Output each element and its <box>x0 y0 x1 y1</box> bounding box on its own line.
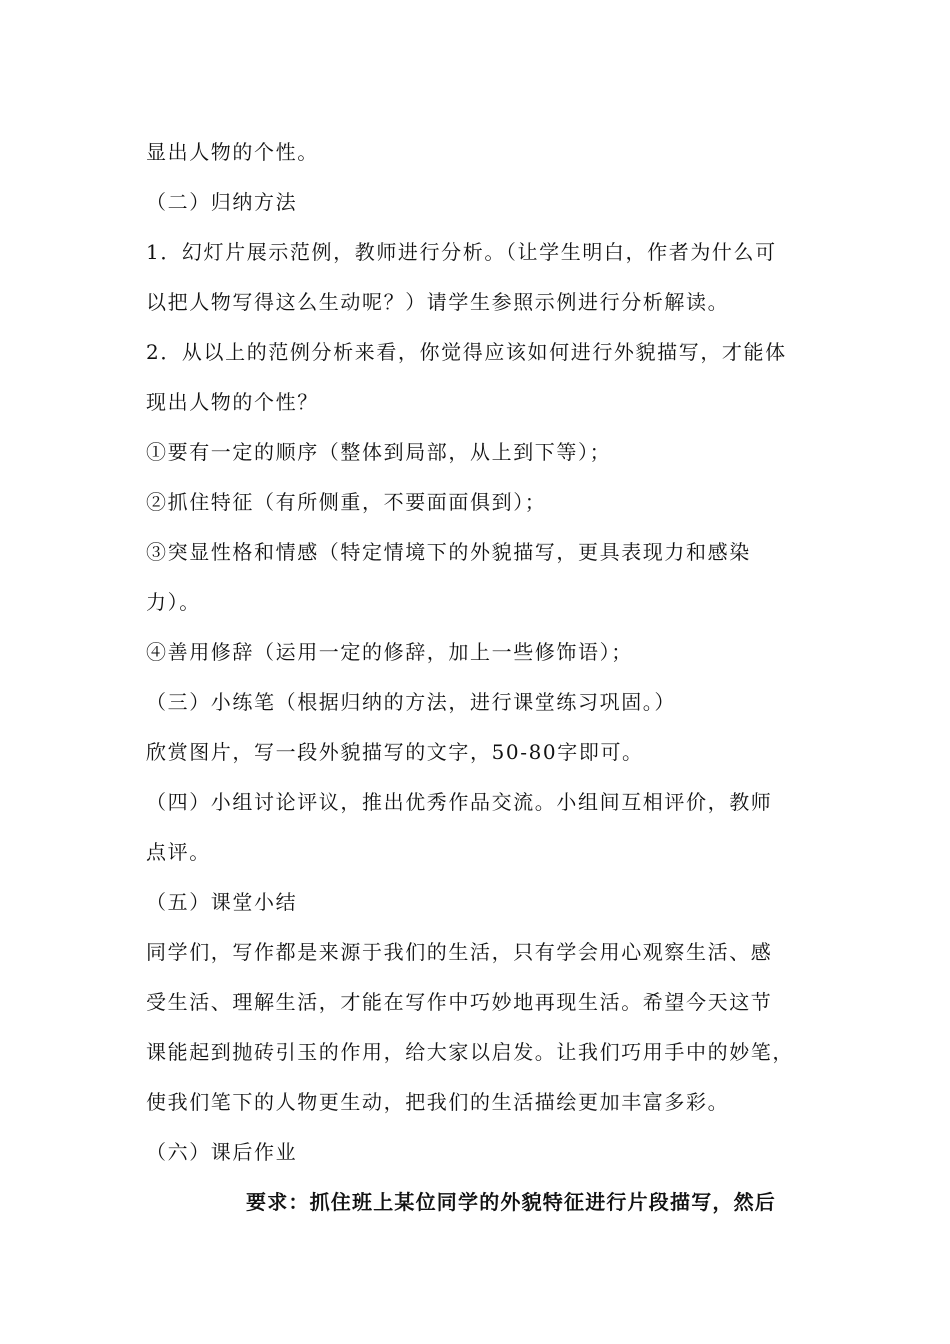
text-line: 点评。 <box>146 840 211 864</box>
text-line: 课能起到抛砖引玉的作用，给大家以启发。让我们巧用手中的妙笔， <box>146 1040 794 1064</box>
requirement-text: 要求：抓住班上某位同学的外貌特征进行片段描写，然后 <box>246 1190 776 1214</box>
section-heading: （三）小练笔（根据归纳的方法，进行课堂练习巩固。） <box>146 690 676 714</box>
text-line: 受生活、理解生活，才能在写作中巧妙地再现生活。希望今天这节 <box>146 990 773 1014</box>
section-heading: （五）课堂小结 <box>146 890 298 914</box>
text-line: 以把人物写得这么生动呢？）请学生参照示例进行分析解读。 <box>146 290 730 314</box>
text-line: 显出人物的个性。 <box>146 140 319 164</box>
section-heading: （二）归纳方法 <box>146 190 298 214</box>
text-line: 欣赏图片，写一段外貌描写的文字，50-80字即可。 <box>146 740 644 764</box>
text-line: 力）。 <box>146 590 201 614</box>
section-heading: （六）课后作业 <box>146 1140 298 1164</box>
list-item: ③突显性格和情感（特定情境下的外貌描写，更具表现力和感染 <box>146 540 751 564</box>
text-line: 1．幻灯片展示范例，教师进行分析。（让学生明白，作者为什么可 <box>146 240 777 264</box>
list-item: ②抓住特征（有所侧重，不要面面俱到）； <box>146 490 547 514</box>
text-line: 使我们笔下的人物更生动，把我们的生活描绘更加丰富多彩。 <box>146 1090 730 1114</box>
text-line: 2．从以上的范例分析来看，你觉得应该如何进行外貌描写，才能体 <box>146 340 787 364</box>
text-line: 现出人物的个性？ <box>146 390 319 414</box>
list-item: ①要有一定的顺序（整体到局部，从上到下等）； <box>146 440 612 464</box>
text-line: 同学们，写作都是来源于我们的生活，只有学会用心观察生活、感 <box>146 940 773 964</box>
section-heading: （四）小组讨论评议，推出优秀作品交流。小组间互相评价，教师 <box>146 790 773 814</box>
list-item: ④善用修辞（运用一定的修辞，加上一些修饰语）； <box>146 640 633 664</box>
